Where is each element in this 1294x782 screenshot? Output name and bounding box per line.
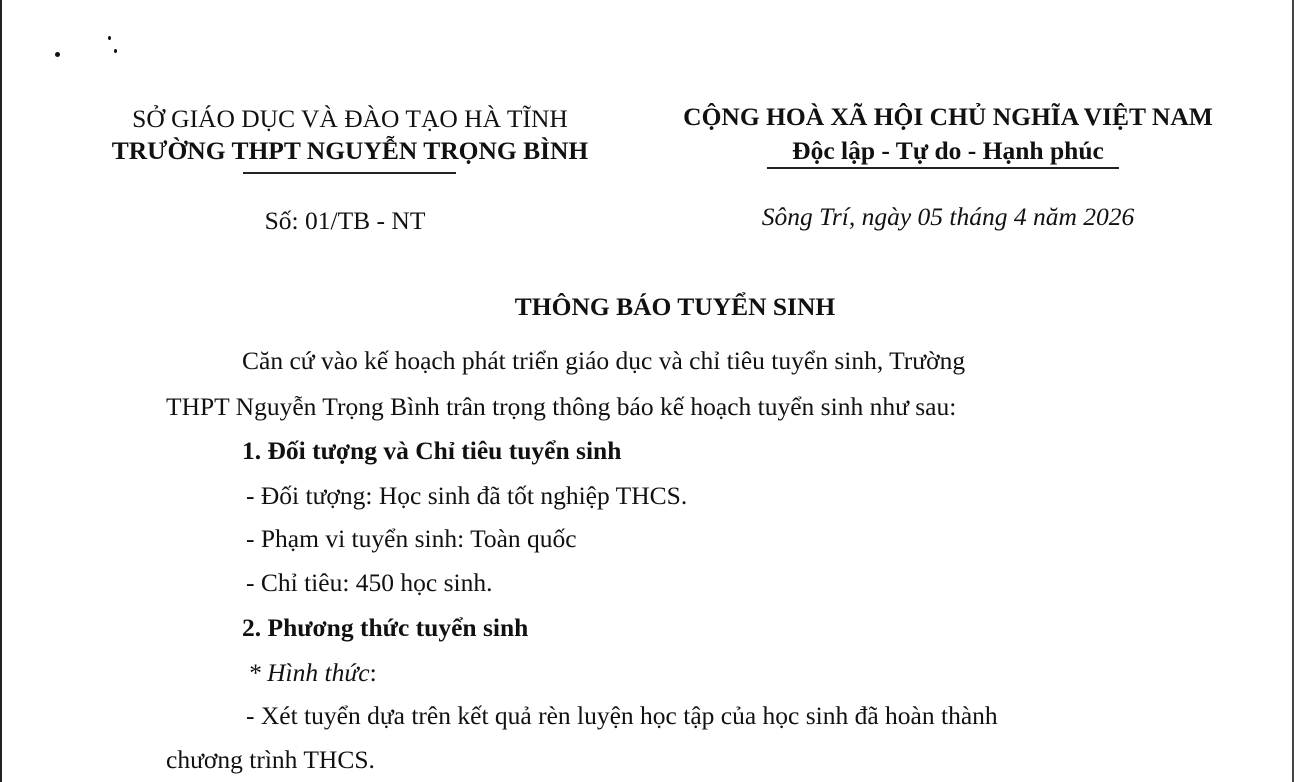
form-label-colon: : xyxy=(369,658,377,687)
motto-underline xyxy=(767,167,1119,169)
department-name: SỞ GIÁO DỤC VÀ ĐÀO TẠO HÀ TĨNH xyxy=(132,104,568,133)
national-motto: Độc lập - Tự do - Hạnh phúc xyxy=(792,136,1104,165)
form-label-text: * Hình thức xyxy=(248,658,370,687)
scan-border-left xyxy=(0,0,2,782)
method-line: - Xét tuyển dựa trên kết quả rèn luyện học tập của học sinh đã hoàn thành xyxy=(246,701,998,730)
document-number: Số: 01/TB - NT xyxy=(264,206,426,235)
document-title: THÔNG BÁO TUYỂN SINH xyxy=(514,292,836,321)
intro-line: THPT Nguyễn Trọng Bình trân trọng thông báo kế hoạch tuyển sinh như sau: xyxy=(166,392,957,421)
section-heading: 2. Phương thức tuyển sinh xyxy=(242,613,529,642)
method-line: chương trình THCS. xyxy=(166,745,375,774)
place-date: Sông Trí, ngày 05 tháng 4 năm 2026 xyxy=(761,202,1135,231)
list-item: - Đối tượng: Học sinh đã tốt nghiệp THCS. xyxy=(246,481,688,510)
scan-speck xyxy=(108,36,111,40)
list-item: - Chỉ tiêu: 450 học sinh. xyxy=(246,568,493,597)
intro-line: Căn cứ vào kế hoạch phát triển giáo dục và chỉ tiêu tuyển sinh, Trường xyxy=(242,346,966,375)
scan-speck xyxy=(114,49,117,53)
country-name: CỘNG HOÀ XÃ HỘI CHỦ NGHĨA VIỆT NAM xyxy=(683,102,1213,131)
form-label xyxy=(248,658,377,688)
scan-speck xyxy=(55,52,60,57)
section-heading: 1. Đối tượng và Chỉ tiêu tuyển sinh xyxy=(242,436,622,465)
school-name: TRƯỜNG THPT NGUYỄN TRỌNG BÌNH xyxy=(111,136,589,165)
list-item: - Phạm vi tuyển sinh: Toàn quốc xyxy=(246,524,577,553)
school-underline xyxy=(243,172,456,174)
